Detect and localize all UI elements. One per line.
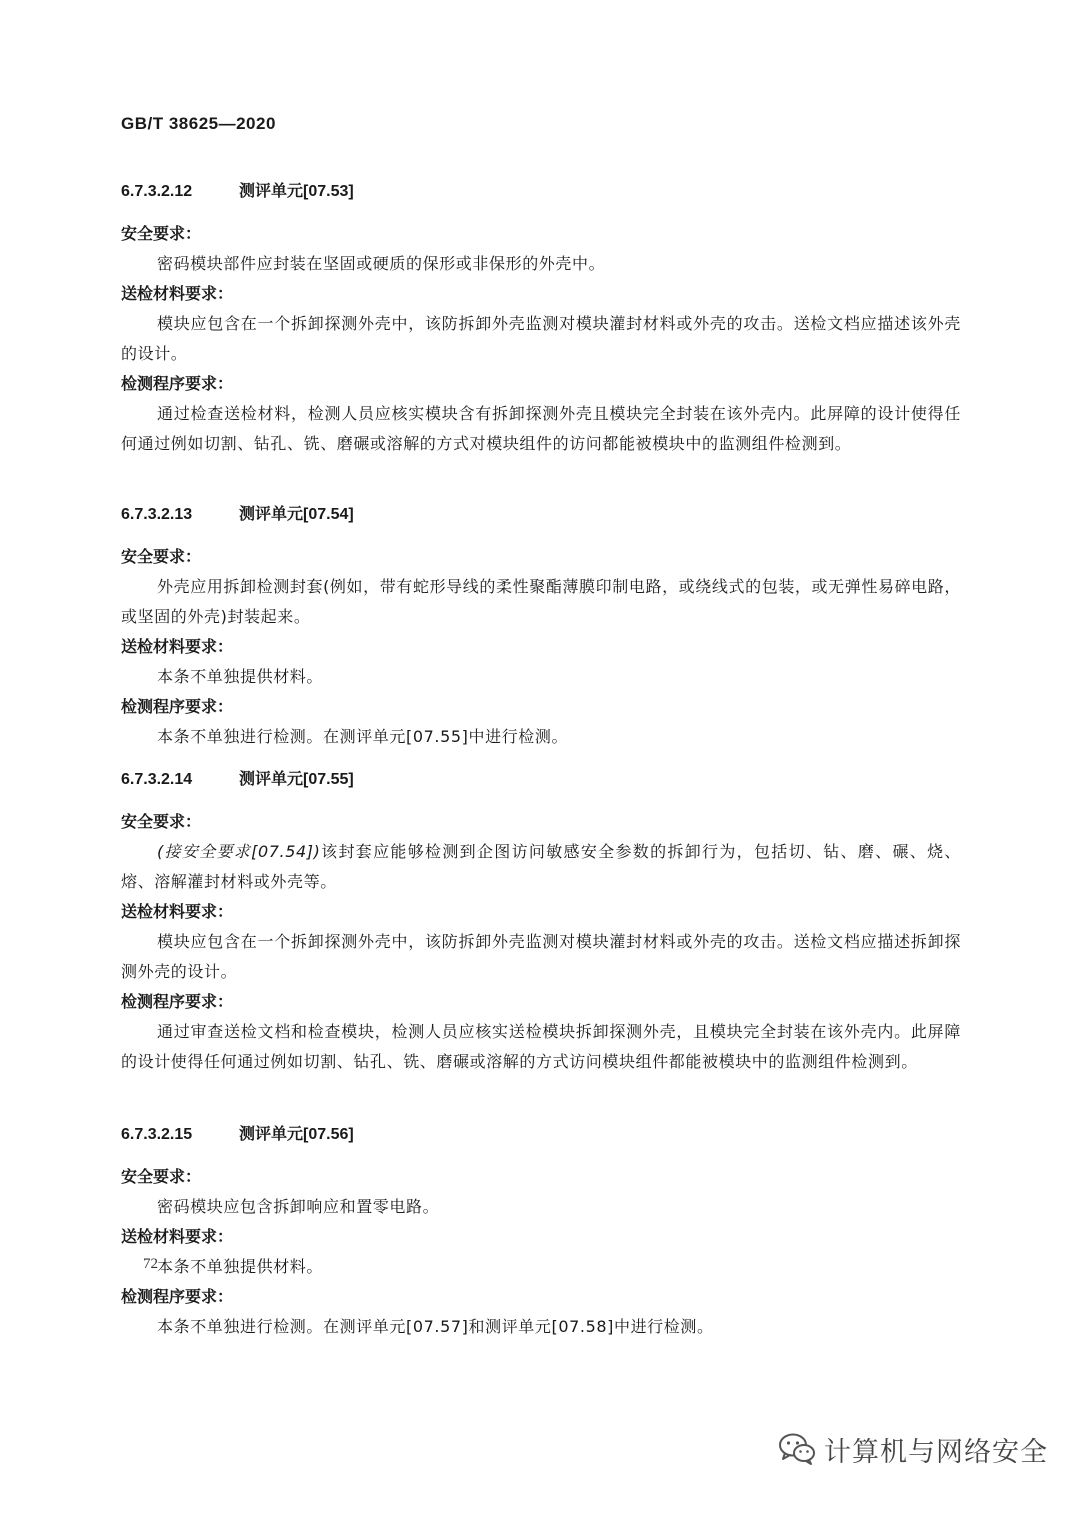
section-number: 6.7.3.2.12	[121, 183, 193, 200]
security-text	[121, 837, 961, 897]
section-title: 测评单元[07.53]	[239, 183, 354, 200]
watermark	[778, 1429, 1048, 1469]
section-number: 6.7.3.2.14	[121, 771, 193, 788]
materials-text: 模块应包含在一个拆卸探测外壳中，该防拆卸外壳监测对模块灌封材料或外壳的攻击。送检文档应描述拆卸探测外壳的设计。	[121, 932, 961, 981]
procedure-text: 通过检查送检材料，检测人员应核实模块含有拆卸探测外壳且模块完全封装在该外壳内。此屏障的设计使得任何通过例如切割、钻孔、铣、磨碾或溶解的方式对模块组件的访问都能被模块中的监测组件检测到。	[121, 404, 961, 453]
materials-text: 本条不单独提供材料。	[157, 667, 324, 686]
section-heading	[121, 1120, 961, 1150]
section-number: 6.7.3.2.13	[121, 506, 193, 523]
procedure-label: 检测程序要求：	[121, 1287, 234, 1306]
security-label: 安全要求：	[121, 224, 202, 243]
procedure-label: 检测程序要求：	[121, 374, 234, 393]
security-label: 安全要求：	[121, 1167, 202, 1186]
security-body: 该封套应能够检测到企图访问敏感安全参数的拆卸行为，包括切、钻、磨、碾、烧、熔、溶解灌封材料或外壳等。	[121, 842, 961, 891]
materials-label: 送检材料要求：	[121, 637, 234, 656]
security-prefix: (接安全要求[07.54])	[157, 842, 321, 861]
procedure-label: 检测程序要求：	[121, 992, 234, 1011]
procedure-text: 本条不单独进行检测。在测评单元[07.55]中进行检测。	[157, 727, 569, 746]
section-heading	[121, 765, 961, 795]
section-heading	[121, 500, 961, 530]
materials-label: 送检材料要求：	[121, 1227, 234, 1246]
section-title: 测评单元[07.55]	[239, 771, 354, 788]
security-text: 密码模块应包含拆卸响应和置零电路。	[157, 1197, 440, 1216]
section-heading	[121, 177, 961, 207]
security-label: 安全要求：	[121, 812, 202, 831]
section-07-56	[121, 1120, 961, 1342]
security-text: 外壳应用拆卸检测封套(例如，带有蛇形导线的柔性聚酯薄膜印制电路，或绕线式的包装，或无弹性易碎电路，或坚固的外壳)封装起来。	[121, 577, 961, 626]
section-number: 6.7.3.2.15	[121, 1126, 193, 1143]
materials-text: 模块应包含在一个拆卸探测外壳中，该防拆卸外壳监测对模块灌封材料或外壳的攻击。送检文档应描述该外壳的设计。	[121, 314, 961, 363]
section-07-55	[121, 765, 961, 1077]
standard-code: GB/T 38625—2020	[121, 114, 276, 133]
security-text: 密码模块部件应封装在坚固或硬质的保形或非保形的外壳中。	[157, 254, 606, 273]
procedure-text: 通过审查送检文档和检查模块，检测人员应核实送检模块拆卸探测外壳，且模块完全封装在该外壳内。此屏障的设计使得任何通过例如切割、钻孔、铣、磨碾或溶解的方式访问模块组件都能被模块中的监测组件检测到。	[121, 1022, 961, 1071]
procedure-label: 检测程序要求：	[121, 697, 234, 716]
wechat-icon	[778, 1432, 816, 1466]
materials-label: 送检材料要求：	[121, 284, 234, 303]
section-title: 测评单元[07.54]	[239, 506, 354, 523]
section-title: 测评单元[07.56]	[239, 1126, 354, 1143]
materials-label: 送检材料要求：	[121, 902, 234, 921]
procedure-text: 本条不单独进行检测。在测评单元[07.57]和测评单元[07.58]中进行检测。	[157, 1317, 714, 1336]
watermark-text: 计算机与网络安全	[824, 1436, 1048, 1468]
security-label: 安全要求：	[121, 547, 202, 566]
page-number: 72	[143, 1256, 158, 1272]
section-07-54	[121, 500, 961, 752]
materials-text: 本条不单独提供材料。	[157, 1257, 324, 1276]
section-07-53	[121, 177, 961, 459]
